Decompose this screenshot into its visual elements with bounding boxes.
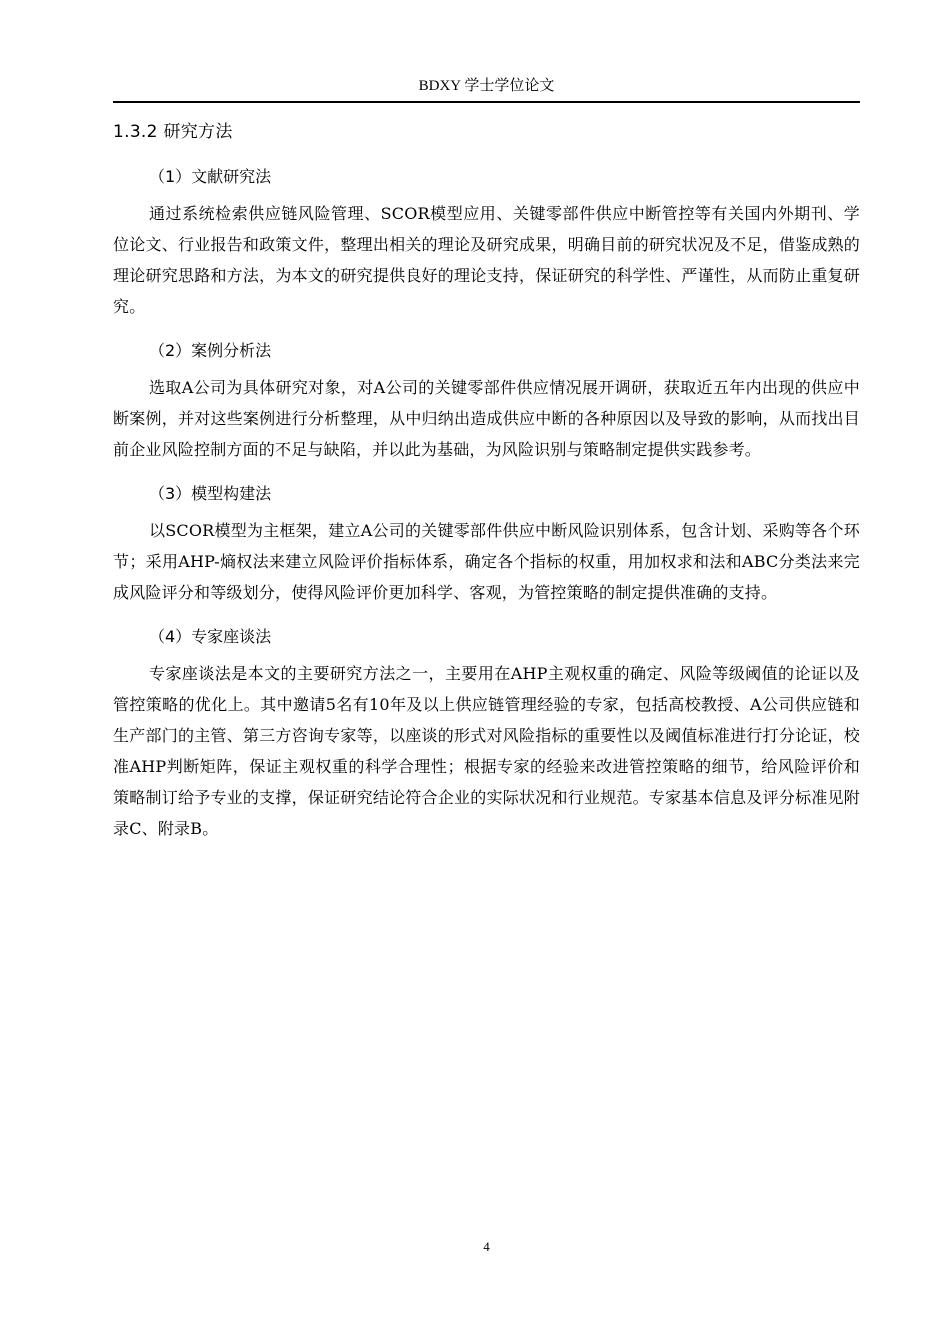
subsection-literature-research xyxy=(113,162,860,322)
subsection-title: （2）案例分析法 xyxy=(149,341,272,360)
page-number: 4 xyxy=(483,1239,490,1254)
subsection-expert-panel xyxy=(113,622,860,844)
paragraph: 专家座谈法是本文的主要研究方法之一，主要用在AHP主观权重的确定、风险等级阈值的论证以及管控策略的优化上。其中邀请5名有10年及以上供应链管理经验的专家，包括高校教授、A公司供应链和生产部门的主管、第三方咨询专家等，以座谈的形式对风险指标的重要性以及阈值标准进行打分论证，校准AHP判断矩阵，保证主观权重的科学合理性；根据专家的经验来改进管控策略的细节，给风险评价和策略制订给予专业的支撑，保证研究结论符合企业的实际状况和行业规范。专家基本信息及评分标准见附录C、附录B。 xyxy=(113,664,860,838)
header-divider xyxy=(113,101,860,103)
paragraph: 以SCOR模型为主框架，建立A公司的关键零部件供应中断风险识别体系，包含计划、采购等各个环节；采用AHP-熵权法来建立风险评价指标体系，确定各个指标的权重，用加权求和法和ABC分类法来完成风险评分和等级划分，使得风险评价更加科学、客观，为管控策略的制定提供准确的支持。 xyxy=(113,521,860,602)
paragraph: 选取A公司为具体研究对象，对A公司的关键零部件供应情况展开调研，获取近五年内出现的供应中断案例，并对这些案例进行分析整理，从中归纳出造成供应中断的各种原因以及导致的影响，从而找出目前企业风险控制方面的不足与缺陷，并以此为基础，为风险识别与策略制定提供实践参考。 xyxy=(113,378,860,459)
page-content xyxy=(113,116,860,858)
page-header: BDXY 学士学位论文 xyxy=(418,78,555,94)
subsection-model-building xyxy=(113,479,860,608)
paragraph: 通过系统检索供应链风险管理、SCOR模型应用、关键零部件供应中断管控等有关国内外期刊、学位论文、行业报告和政策文件，整理出相关的理论及研究成果，明确目前的研究状况及不足，借鉴成熟的理论研究思路和方法，为本文的研究提供良好的理论支持，保证研究的科学性、严谨性，从而防止重复研究。 xyxy=(113,204,860,316)
subsection-title: （3）模型构建法 xyxy=(149,484,272,503)
subsection-title: （4）专家座谈法 xyxy=(149,627,272,646)
subsection-title: （1）文献研究法 xyxy=(149,167,272,186)
section-title: 1.3.2 研究方法 xyxy=(113,122,233,142)
subsection-case-analysis xyxy=(113,336,860,465)
